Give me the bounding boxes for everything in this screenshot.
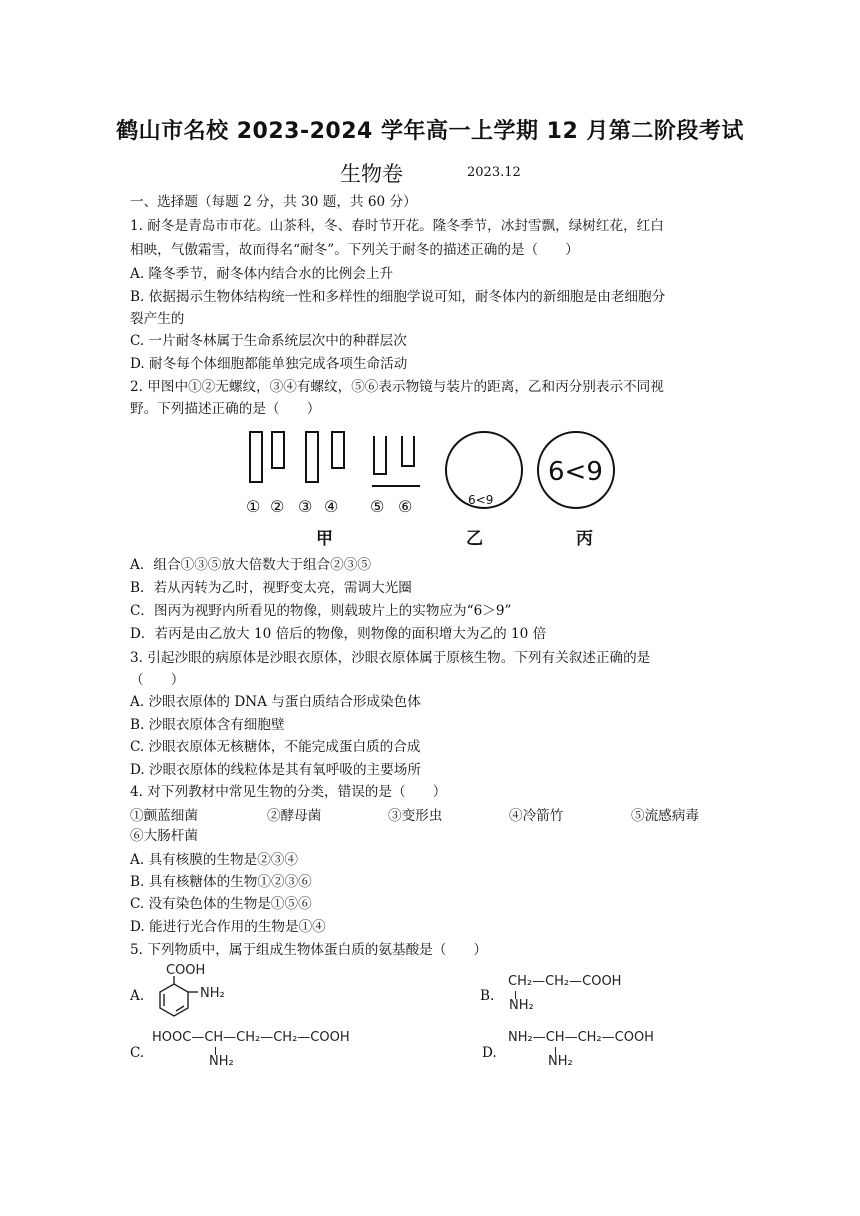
q5-option-d-label: D.	[482, 1045, 497, 1061]
label-3: ③	[298, 497, 313, 516]
q5-option-b-nh2: NH₂	[509, 998, 534, 1013]
q5-option-d-formula: NH₂—CH—CH₂—COOH	[508, 1030, 654, 1045]
lens-2	[272, 432, 284, 468]
q1-stem-line2: 相映，气傲霜雪，故而得名“耐冬”。下列关于耐冬的描述正确的是（ ）	[130, 242, 579, 258]
exam-date: 2023.12	[467, 165, 521, 180]
q4-stem: 4. 对下列教材中常见生物的分类，错误的是（ ）	[130, 784, 447, 800]
exam-subtitle: 生物卷	[340, 162, 403, 186]
q2-microscope-figure	[240, 424, 620, 552]
q5-option-a-structure	[150, 960, 240, 1024]
label-1: ①	[246, 497, 261, 516]
lens-4	[332, 432, 344, 468]
q2-stem-line2: 野。下列描述正确的是（ ）	[130, 401, 321, 417]
lens-3	[306, 432, 318, 482]
q1-option-b-line1: B. 依据揭示生物体结构统一性和多样性的细胞学说可知，耐冬体内的新细胞是由老细胞分	[130, 289, 666, 305]
q4-option-d: D. 能进行光合作用的生物是①④	[130, 919, 326, 935]
q4-item-5: ⑤流感病毒	[631, 808, 699, 824]
q2-option-c: C．图丙为视野内所看见的物像，则载玻片上的实物应为“6＞9”	[130, 603, 512, 619]
q5-option-b-formula: CH₂—CH₂—COOH	[508, 974, 622, 989]
q4-option-a: A. 具有核膜的生物是②③④	[130, 852, 298, 868]
label-bing: 丙	[576, 529, 593, 549]
lens-5	[374, 436, 386, 474]
q1-stem-line1: 1. 耐冬是青岛市市花。山茶科，冬、春时节开花。隆冬季节，冰封雪飘，绿树红花，红白	[130, 218, 664, 234]
q4-item-2: ②酵母菌	[267, 808, 322, 824]
q3-option-b: B. 沙眼衣原体含有细胞壁	[130, 717, 285, 733]
label-jia: 甲	[316, 529, 333, 549]
q5-option-b-label: B.	[480, 988, 495, 1004]
q4-option-b: B. 具有核糖体的生物①②③⑥	[130, 874, 312, 890]
a-cooh: COOH	[166, 963, 206, 978]
label-6: ⑥	[398, 497, 413, 516]
q1-option-d: D. 耐冬每个体细胞都能单独完成各项生命活动	[130, 356, 408, 372]
q4-item-1: ①颤蓝细菌	[130, 808, 198, 824]
q4-item-4: ④冷箭竹	[509, 808, 564, 824]
label-5: ⑤	[370, 497, 385, 516]
q1-option-a: A. 隆冬季节，耐冬体内结合水的比例会上升	[130, 266, 394, 282]
q4-option-c: C. 没有染色体的生物是①⑤⑥	[130, 896, 312, 912]
lens-6	[402, 436, 414, 466]
q3-option-c: C. 沙眼衣原体无核糖体，不能完成蛋白质的合成	[130, 739, 421, 755]
q2-option-a: A．组合①③⑤放大倍数大于组合②③⑤	[130, 557, 371, 573]
field-bing-text: 6<9	[548, 457, 603, 487]
q5-option-a-label: A.	[130, 988, 145, 1004]
label-4: ④	[324, 497, 339, 516]
label-2: ②	[270, 497, 285, 516]
q2-stem-line1: 2. 甲图中①②无螺纹，③④有螺纹，⑤⑥表示物镜与装片的距离，乙和丙分别表示不同视	[130, 379, 664, 395]
objective-lens-group	[250, 432, 420, 486]
q3-option-a: A. 沙眼衣原体的 DNA 与蛋白质结合形成染色体	[130, 694, 421, 710]
q1-option-c: C. 一片耐冬林属于生命系统层次中的种群层次	[130, 333, 407, 349]
q5-option-d-nh2: NH₂	[548, 1054, 573, 1069]
a-nh2: NH₂	[200, 986, 225, 1001]
lens-1	[250, 432, 262, 482]
q5-option-c-nh2: NH₂	[209, 1054, 234, 1069]
q2-option-d: D．若丙是由乙放大 10 倍后的物像，则物像的面积增大为乙的 10 倍	[130, 626, 547, 642]
q3-option-d: D. 沙眼衣原体的线粒体是其有氧呼吸的主要场所	[130, 762, 421, 778]
q1-option-b-line2: 裂产生的	[130, 311, 185, 327]
field-yi-text: 6<9	[468, 493, 494, 507]
q4-item-6: ⑥大肠杆菌	[130, 828, 198, 844]
q4-item-3: ③变形虫	[388, 808, 443, 824]
section-heading: 一、选择题（每题 2 分，共 30 题，共 60 分）	[130, 194, 417, 210]
q5-option-c-label: C.	[130, 1045, 145, 1061]
q3-stem-line2: （ ）	[130, 672, 185, 688]
label-yi: 乙	[466, 529, 483, 549]
q5-option-c-formula: HOOC—CH—CH₂—CH₂—COOH	[152, 1030, 350, 1045]
q3-stem-line1: 3. 引起沙眼的病原体是沙眼衣原体，沙眼衣原体属于原核生物。下列有关叙述正确的是	[130, 650, 651, 666]
q2-option-b: B．若从丙转为乙时，视野变太亮，需调大光圈	[130, 580, 412, 596]
exam-title: 鹤山市名校 2023-2024 学年高一上学期 12 月第二阶段考试	[116, 119, 744, 144]
q5-stem: 5. 下列物质中，属于组成生物体蛋白质的氨基酸是（ ）	[130, 942, 488, 958]
